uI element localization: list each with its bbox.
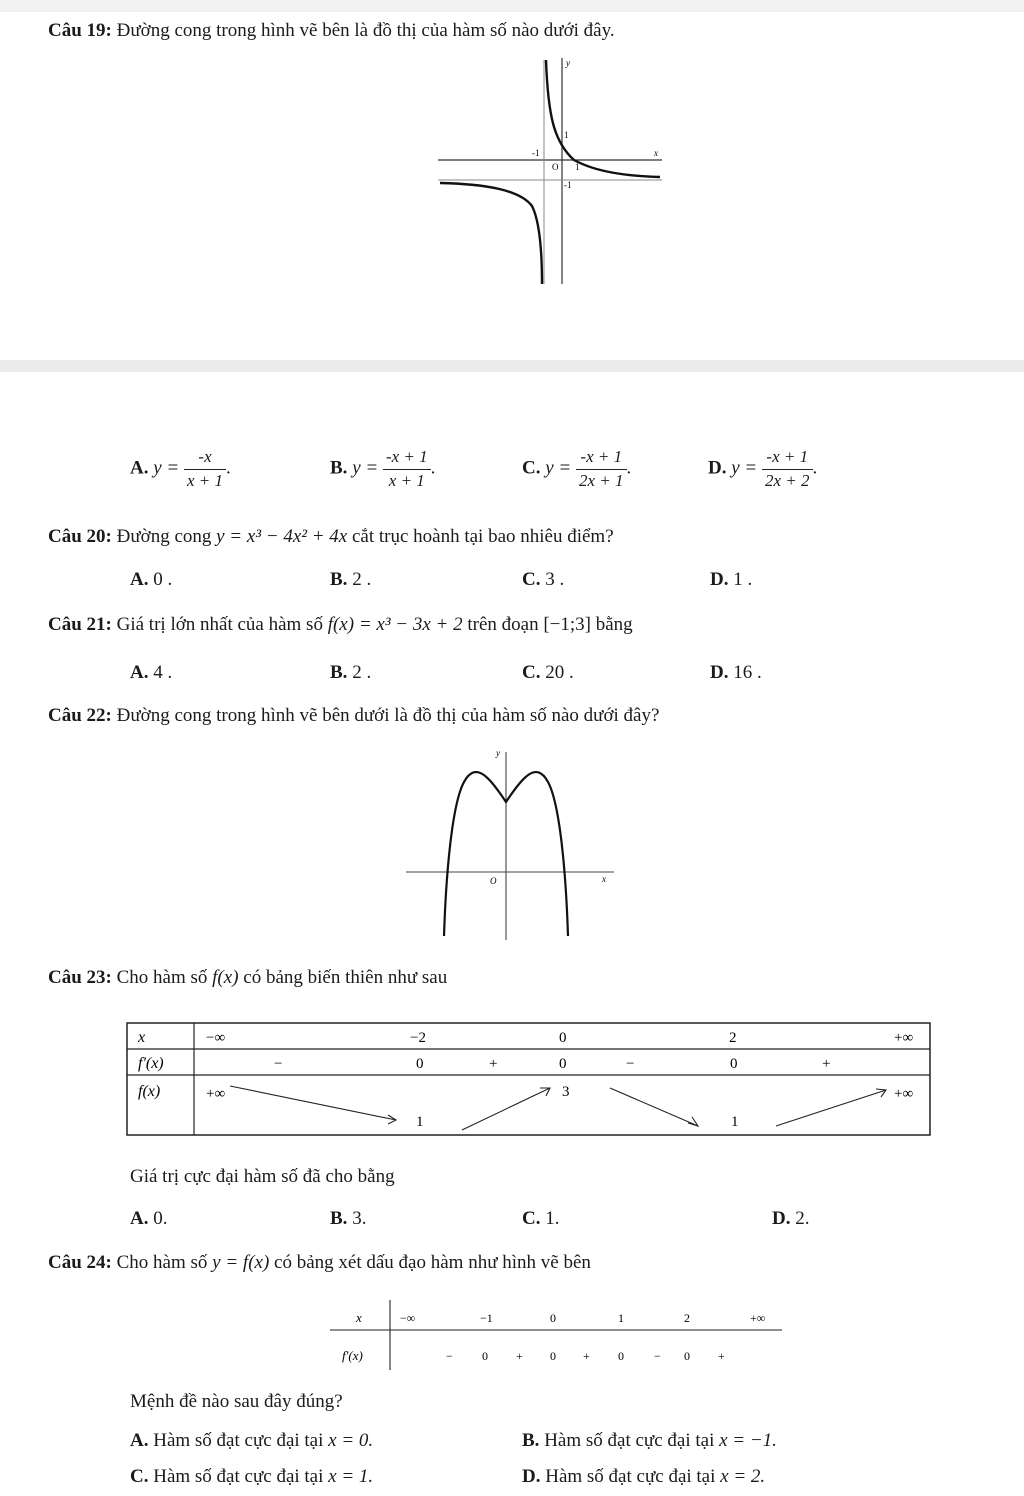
q19-label-x: x xyxy=(654,148,658,158)
q24-prompt: Mệnh đề nào sau đây đúng? xyxy=(130,1391,343,1412)
q23-f-top-mid: 3 xyxy=(562,1084,570,1100)
q19-option-b-lhs: y = xyxy=(352,457,379,479)
q20-option-c-value: 3 . xyxy=(545,569,565,590)
q23-arrow-up-1 xyxy=(462,1088,550,1130)
q23-text-after: có bảng biến thiên như sau xyxy=(243,967,448,988)
q24-row-fp: f'(x) xyxy=(342,1348,363,1363)
q21-interval: [−1;3] xyxy=(543,614,591,635)
q19-option-c-letter: C. xyxy=(522,457,541,479)
q21-option-a[interactable] xyxy=(130,662,172,684)
q19-graph xyxy=(436,56,666,288)
q19-label-o: O xyxy=(552,162,559,172)
q21-option-b-value: 2 . xyxy=(352,662,372,683)
q24-x-4: 2 xyxy=(684,1311,690,1325)
q19-option-c-num: -x + 1 xyxy=(576,448,627,470)
q24-sign-7: 0 xyxy=(684,1349,690,1363)
q24-sign-6: − xyxy=(654,1349,661,1363)
q24-option-d-text: Hàm số đạt cực đại tại xyxy=(545,1466,716,1487)
q21-formula: f(x) = x³ − 3x + 2 xyxy=(327,614,463,635)
q24-option-b[interactable] xyxy=(522,1430,777,1452)
q20-heading xyxy=(48,526,614,548)
q24-sign-4: + xyxy=(583,1349,590,1363)
q23-f-right-top: +∞ xyxy=(894,1086,914,1102)
q24-option-a-text: Hàm số đạt cực đại tại xyxy=(153,1430,324,1451)
q20-option-a[interactable] xyxy=(130,569,172,591)
q19-text: Đường cong trong hình vẽ bên là đồ thị của hàm số nào dưới đây. xyxy=(116,20,615,41)
q20-formula: y = x³ − 4x² + 4x xyxy=(216,526,348,547)
q23-fp-6: + xyxy=(822,1056,831,1072)
q24-option-d-value: x = 2. xyxy=(720,1466,766,1487)
q20-option-a-letter: A. xyxy=(130,569,149,590)
q24-option-c-value: x = 1. xyxy=(328,1466,374,1487)
q23-option-d[interactable] xyxy=(772,1208,809,1230)
q23-option-c-value: 1. xyxy=(545,1208,560,1229)
q23-row-f: f(x) xyxy=(138,1083,161,1100)
q23-x-2: 0 xyxy=(559,1030,567,1046)
q21-option-d-letter: D. xyxy=(710,662,729,683)
q19-label-y: y xyxy=(566,58,570,68)
q21-option-c-value: 20 . xyxy=(545,662,574,683)
q21-text-mid: trên đoạn xyxy=(467,614,539,635)
q19-option-a-num: -x xyxy=(184,448,226,470)
q19-option-a-lhs: y = xyxy=(153,457,180,479)
q19-option-c-lhs: y = xyxy=(545,457,572,479)
q24-option-d[interactable] xyxy=(522,1466,765,1488)
q23-fp-2: + xyxy=(489,1056,498,1072)
q19-option-c[interactable] xyxy=(522,448,631,490)
q23-f-left-top: +∞ xyxy=(206,1086,226,1102)
q23-fp-5: 0 xyxy=(730,1056,738,1072)
q23-option-b[interactable] xyxy=(330,1208,366,1230)
q19-option-a-letter: A. xyxy=(130,457,149,479)
q24-text-before: Cho hàm số xyxy=(116,1252,208,1273)
q19-option-a-tail: . xyxy=(226,457,231,479)
q19-option-d-num: -x + 1 xyxy=(762,448,813,470)
q19-label-one-x: 1 xyxy=(575,162,580,172)
q24-x-3: 1 xyxy=(618,1311,624,1325)
q19-label-one-y: 1 xyxy=(564,130,569,140)
q20-option-b[interactable] xyxy=(330,569,371,591)
q23-fp-3: 0 xyxy=(559,1056,567,1072)
q24-x-0: −∞ xyxy=(400,1311,416,1325)
q22-graph xyxy=(404,744,624,942)
q19-option-b-letter: B. xyxy=(330,457,348,479)
top-band xyxy=(0,0,1024,12)
q23-prompt: Giá trị cực đại hàm số đã cho bằng xyxy=(130,1166,395,1187)
q20-option-b-value: 2 . xyxy=(352,569,372,590)
q24-formula: y = f(x) xyxy=(212,1252,270,1273)
q24-label: Câu 24: xyxy=(48,1252,112,1273)
q20-option-d[interactable] xyxy=(710,569,752,591)
q24-option-c-letter: C. xyxy=(130,1466,149,1487)
q23-option-d-letter: D. xyxy=(772,1208,791,1229)
q23-row-fp: f'(x) xyxy=(138,1055,164,1072)
q23-fp-1: 0 xyxy=(416,1056,424,1072)
q23-arrow-down-1 xyxy=(230,1086,396,1120)
q22-label: Câu 22: xyxy=(48,705,112,726)
q23-x-4: +∞ xyxy=(894,1030,914,1046)
q23-label: Câu 23: xyxy=(48,967,112,988)
q20-option-d-letter: D. xyxy=(710,569,729,590)
q23-option-a-value: 0. xyxy=(153,1208,168,1229)
q19-option-b[interactable] xyxy=(330,448,435,490)
q23-fp-0: − xyxy=(274,1056,283,1072)
q24-x-2: 0 xyxy=(550,1311,556,1325)
q23-option-b-value: 3. xyxy=(352,1208,367,1229)
q24-option-c-text: Hàm số đạt cực đại tại xyxy=(153,1466,324,1487)
q19-option-b-den: x + 1 xyxy=(388,470,425,490)
q20-label: Câu 20: xyxy=(48,526,112,547)
q24-option-b-letter: B. xyxy=(522,1430,540,1451)
q19-label-neg1-x: -1 xyxy=(532,148,540,158)
q23-variation-table xyxy=(126,1022,932,1138)
q19-option-a[interactable] xyxy=(130,448,231,490)
q20-option-a-value: 0 . xyxy=(153,569,173,590)
q19-label: Câu 19: xyxy=(48,20,112,41)
q19-option-c-den: 2x + 1 xyxy=(579,470,624,490)
q22-label-x: x xyxy=(602,874,606,884)
q23-x-0: −∞ xyxy=(206,1030,226,1046)
q20-option-c[interactable] xyxy=(522,569,564,591)
q20-option-c-letter: C. xyxy=(522,569,541,590)
q19-curve-left xyxy=(440,183,542,284)
q23-arrow-up-2 xyxy=(776,1090,886,1126)
q19-option-d-letter: D. xyxy=(708,457,727,479)
q21-option-c-letter: C. xyxy=(522,662,541,683)
q23-fp-4: − xyxy=(626,1056,635,1072)
q23-f-bottom1: 1 xyxy=(416,1114,424,1130)
q22-label-y: y xyxy=(496,748,500,758)
q19-option-d-tail: . xyxy=(812,457,818,479)
q24-sign-5: 0 xyxy=(618,1349,624,1363)
q19-option-a-den: x + 1 xyxy=(187,470,224,490)
q19-heading xyxy=(48,20,615,42)
q21-label: Câu 21: xyxy=(48,614,112,635)
q24-sign-8: + xyxy=(718,1349,725,1363)
q23-formula: f(x) xyxy=(212,967,239,988)
q21-text-after: bằng xyxy=(595,614,633,635)
q23-text-before: Cho hàm số xyxy=(116,967,208,988)
q19-option-b-num: -x + 1 xyxy=(383,448,431,470)
q24-x-1: −1 xyxy=(480,1311,493,1325)
q19-option-b-fraction xyxy=(383,448,431,490)
q19-option-b-tail: . xyxy=(430,457,436,479)
q21-option-a-value: 4 . xyxy=(153,662,173,683)
q21-option-c[interactable] xyxy=(522,662,574,684)
q24-option-c[interactable] xyxy=(130,1466,373,1488)
q24-row-x: x xyxy=(356,1310,362,1325)
q23-x-1: −2 xyxy=(410,1030,426,1046)
q24-option-b-value: x = −1. xyxy=(719,1430,777,1451)
q24-option-a-letter: A. xyxy=(130,1430,149,1451)
q21-option-d[interactable] xyxy=(710,662,762,684)
q21-option-b[interactable] xyxy=(330,662,371,684)
q19-option-c-tail: . xyxy=(626,457,632,479)
q23-option-c[interactable] xyxy=(522,1208,559,1230)
q23-f-bottom2: 1 xyxy=(731,1114,739,1130)
q23-option-d-value: 2. xyxy=(795,1208,810,1229)
q24-x-5: +∞ xyxy=(750,1311,766,1325)
section-separator xyxy=(0,360,1024,372)
q19-label-neg1-y: -1 xyxy=(564,180,572,190)
q24-heading xyxy=(48,1252,591,1274)
q19-option-d-fraction xyxy=(762,448,813,490)
q21-option-a-letter: A. xyxy=(130,662,149,683)
q23-x-3: 2 xyxy=(729,1030,737,1046)
q22-label-o: O xyxy=(490,876,497,886)
q19-option-d[interactable] xyxy=(708,448,817,490)
q24-option-b-text: Hàm số đạt cực đại tại xyxy=(544,1430,715,1451)
q22-text: Đường cong trong hình vẽ bên dưới là đồ thị của hàm số nào dưới đây? xyxy=(116,705,660,726)
q23-heading xyxy=(48,967,447,989)
q24-sign-table xyxy=(326,1298,786,1374)
q23-option-c-letter: C. xyxy=(522,1208,541,1229)
q23-arrow-down-2 xyxy=(610,1088,698,1126)
q20-text-before: Đường cong xyxy=(116,526,212,547)
q19-option-d-den: 2x + 2 xyxy=(765,470,810,490)
q23-option-a[interactable] xyxy=(130,1208,167,1230)
q24-sign-0: − xyxy=(446,1349,453,1363)
q23-row-x: x xyxy=(138,1029,146,1046)
q24-option-a-value: x = 0. xyxy=(328,1430,374,1451)
q19-option-a-fraction xyxy=(184,448,226,490)
q24-sign-2: + xyxy=(516,1349,523,1363)
q20-option-b-letter: B. xyxy=(330,569,348,590)
q23-option-a-letter: A. xyxy=(130,1208,149,1229)
q21-heading xyxy=(48,614,633,636)
q24-sign-3: 0 xyxy=(550,1349,556,1363)
q19-option-c-fraction xyxy=(576,448,627,490)
q20-option-d-value: 1 . xyxy=(733,569,753,590)
q21-option-d-value: 16 . xyxy=(733,662,762,683)
q19-option-d-lhs: y = xyxy=(731,457,758,479)
q22-heading xyxy=(48,705,659,727)
q24-text-after: có bảng xét dấu đạo hàm như hình vẽ bên xyxy=(274,1252,591,1273)
q24-option-d-letter: D. xyxy=(522,1466,541,1487)
q20-text-after: cắt trục hoành tại bao nhiêu điểm? xyxy=(351,526,614,547)
q24-sign-1: 0 xyxy=(482,1349,488,1363)
q21-text-before: Giá trị lớn nhất của hàm số xyxy=(116,614,323,635)
q23-option-b-letter: B. xyxy=(330,1208,348,1229)
q21-option-b-letter: B. xyxy=(330,662,348,683)
q24-option-a[interactable] xyxy=(130,1430,373,1452)
